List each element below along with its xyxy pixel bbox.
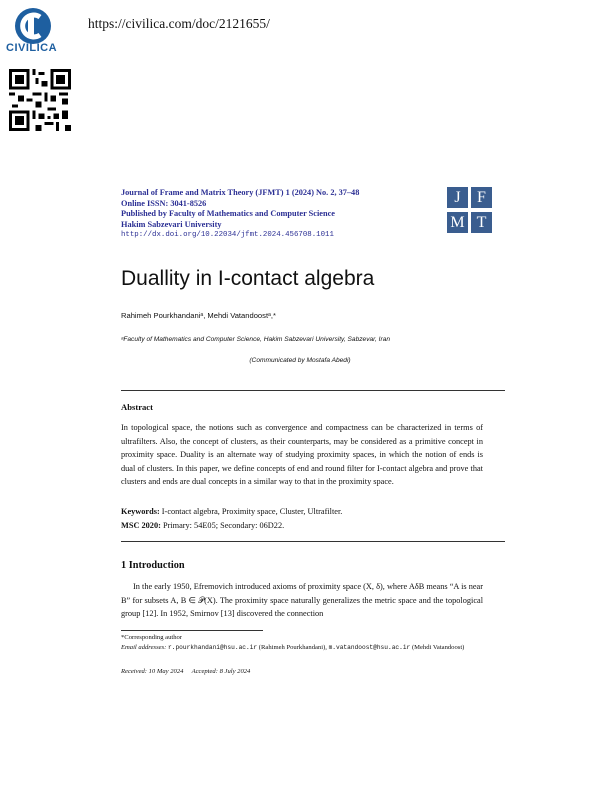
journal-info bbox=[121, 188, 359, 241]
journal-issn: Online ISSN: 3041-8526 bbox=[121, 198, 207, 208]
paper-authors: Rahimeh Pourkhandaniᵃ, Mehdi Vatandoostᵃ,* bbox=[121, 311, 276, 320]
email-addresses bbox=[121, 643, 501, 653]
keywords-label: Keywords: bbox=[121, 507, 160, 516]
section-heading-introduction: 1 Introduction bbox=[121, 560, 185, 571]
jfmt-letter-j: J bbox=[447, 187, 468, 208]
email-name-2: (Mehdi Vatandoost) bbox=[411, 643, 465, 651]
email-link-1[interactable]: r.pourkhandani@hsu.ac.ir bbox=[168, 643, 258, 651]
footnote-rule bbox=[121, 630, 263, 631]
jfmt-logo bbox=[447, 187, 493, 234]
journal-citation: Journal of Frame and Matrix Theory (JFMT) 1 (2024) No. 2, 37–48 bbox=[121, 188, 360, 197]
email-link-2[interactable]: m.vatandoost@hsu.ac.ir bbox=[328, 643, 411, 651]
abstract-heading: Abstract bbox=[121, 402, 153, 412]
keywords-value: I-contact algebra, Proximity space, Cluster, Ultrafilter. bbox=[161, 507, 343, 516]
journal-publisher: Published by Faculty of Mathematics and Computer Science bbox=[121, 209, 335, 218]
jfmt-letter-f: F bbox=[471, 187, 492, 208]
introduction-paragraph: In the early 1950, Efremovich introduced axioms of proximity space (X, δ), where AδB means “A is near B” for subsets A, B ∈ 𝒫(X). The proximity space naturally generalizes the metric space and the topological group [12]. In 1952, Smirnov [13] discovered the connection bbox=[121, 582, 483, 619]
introduction-text bbox=[121, 580, 483, 621]
paper-affiliation: ᵃFaculty of Mathematics and Computer Science, Hakim Sabzevari University, Sabzevar, Iran bbox=[121, 336, 391, 343]
divider-top bbox=[121, 390, 505, 391]
accepted-date: Accepted: 8 July 2024 bbox=[191, 668, 251, 675]
msc-line bbox=[121, 521, 284, 530]
email-label: Email addresses: bbox=[121, 643, 167, 651]
keywords-line bbox=[121, 507, 342, 516]
received-date: Received: 10 May 2024 bbox=[121, 668, 184, 675]
footnotes bbox=[121, 633, 501, 652]
civilica-logo-text: CIVILICA bbox=[6, 42, 58, 54]
divider-bottom bbox=[121, 541, 505, 542]
msc-value: Primary: 54E05; Secondary: 06D22. bbox=[162, 521, 285, 530]
email-name-1: (Rahimeh Pourkhandani), bbox=[258, 643, 327, 651]
jfmt-letter-m: M bbox=[447, 212, 468, 233]
qr-code-icon bbox=[9, 69, 71, 131]
jfmt-letter-t: T bbox=[471, 212, 492, 233]
abstract-text: In topological space, the notions such as convergence and compactness can be characterized in terms of ultrafilters. Also, the concept of clusters, as their counterparts, may be considered as a primitive concept in proximity space. Duality is an alternate way of studying proximity spaces, in which the notion of ends is dual of clusters. In this paper, we define concepts of end and round filter for I-contact algebra and prove that clusters and ends are dual concepts in a similar way to that in the proximity space. bbox=[121, 423, 483, 487]
document-url[interactable]: https://civilica.com/doc/2121655/ bbox=[88, 16, 270, 31]
journal-university: Hakim Sabzevari University bbox=[121, 219, 222, 229]
submission-dates bbox=[121, 668, 250, 675]
paper-title: Duallity in I-contact algebra bbox=[121, 267, 375, 290]
corresponding-author-note: *Corresponding author bbox=[121, 634, 182, 641]
communicated-by: (Communicated by Mostafa Abedi) bbox=[249, 357, 351, 364]
msc-label: MSC 2020: bbox=[121, 521, 161, 530]
journal-doi-link[interactable]: http://dx.doi.org/10.22034/jfmt.2024.456708.1011 bbox=[121, 231, 334, 239]
